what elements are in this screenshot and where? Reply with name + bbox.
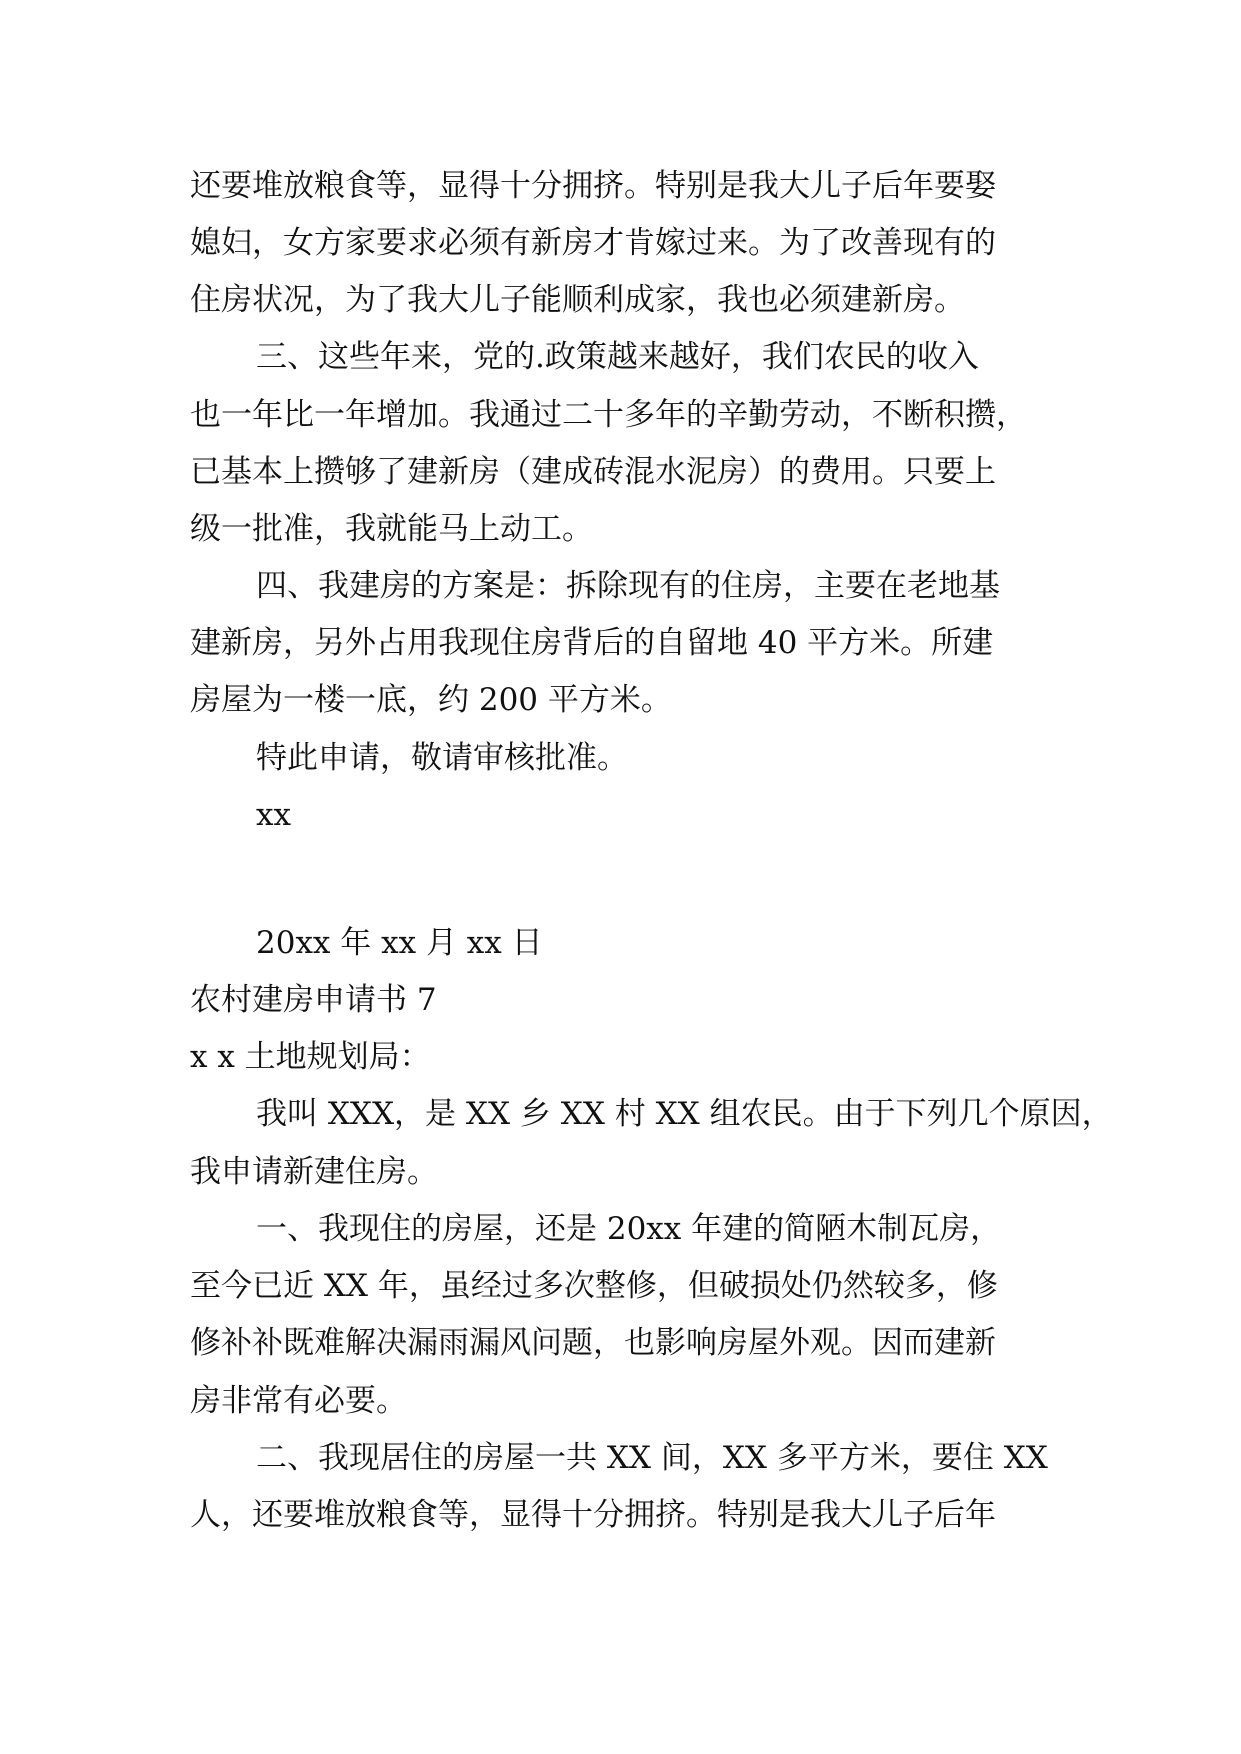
paragraph-three-first-line: 三、这些年来，党的.政策越来越好，我们农民的收入 <box>256 339 979 375</box>
text-line: 媳妇，女方家要求必须有新房才肯嫁过来。为了改善现有的 <box>190 225 996 261</box>
text-line: 人，还要堆放粮食等，显得十分拥挤。特别是我大儿子后年 <box>190 1497 996 1533</box>
date-line: 20xx 年 xx 月 xx 日 <box>256 925 543 961</box>
text-line: 级一批准，我就能马上动工。 <box>190 511 593 547</box>
text-line: 已基本上攒够了建新房（建成砖混水泥房）的费用。只要上 <box>190 454 996 490</box>
text-line: 建新房，另外占用我现住房背后的自留地 40 平方米。所建 <box>190 625 994 661</box>
intro-first-line: 我叫 XXX，是 XX 乡 XX 村 XX 组农民。由于下列几个原因， <box>256 1096 1113 1132</box>
text-line: 房非常有必要。 <box>190 1383 407 1419</box>
section-title: 农村建房申请书 7 <box>190 982 437 1018</box>
text-line: 修补补既难解决漏雨漏风问题，也影响房屋外观。因而建新 <box>190 1325 996 1361</box>
text-line: 我申请新建住房。 <box>190 1154 438 1190</box>
point-one-first-line: 一、我现住的房屋，还是 20xx 年建的简陋木制瓦房， <box>256 1211 1002 1247</box>
text-line: 也一年比一年增加。我通过二十多年的辛勤劳动，不断积攒， <box>190 397 1027 433</box>
text-line: 至今已近 XX 年，虽经过多次整修，但破损处仍然较多，修 <box>190 1268 998 1304</box>
point-two-first-line: 二、我现居住的房屋一共 XX 间，XX 多平方米，要住 XX <box>256 1440 1048 1476</box>
signature: xx <box>256 797 291 833</box>
addressee: x x 土地规划局： <box>190 1039 431 1075</box>
text-line: 房屋为一楼一底，约 200 平方米。 <box>190 682 672 718</box>
text-line: 还要堆放粮食等，显得十分拥挤。特别是我大儿子后年要娶 <box>190 168 996 204</box>
text-line: 住房状况，为了我大儿子能顺利成家，我也必须建新房。 <box>190 282 965 318</box>
paragraph-four-first-line: 四、我建房的方案是：拆除现有的住房，主要在老地基 <box>256 568 1000 604</box>
closing-line: 特此申请，敬请审核批准。 <box>256 740 628 776</box>
